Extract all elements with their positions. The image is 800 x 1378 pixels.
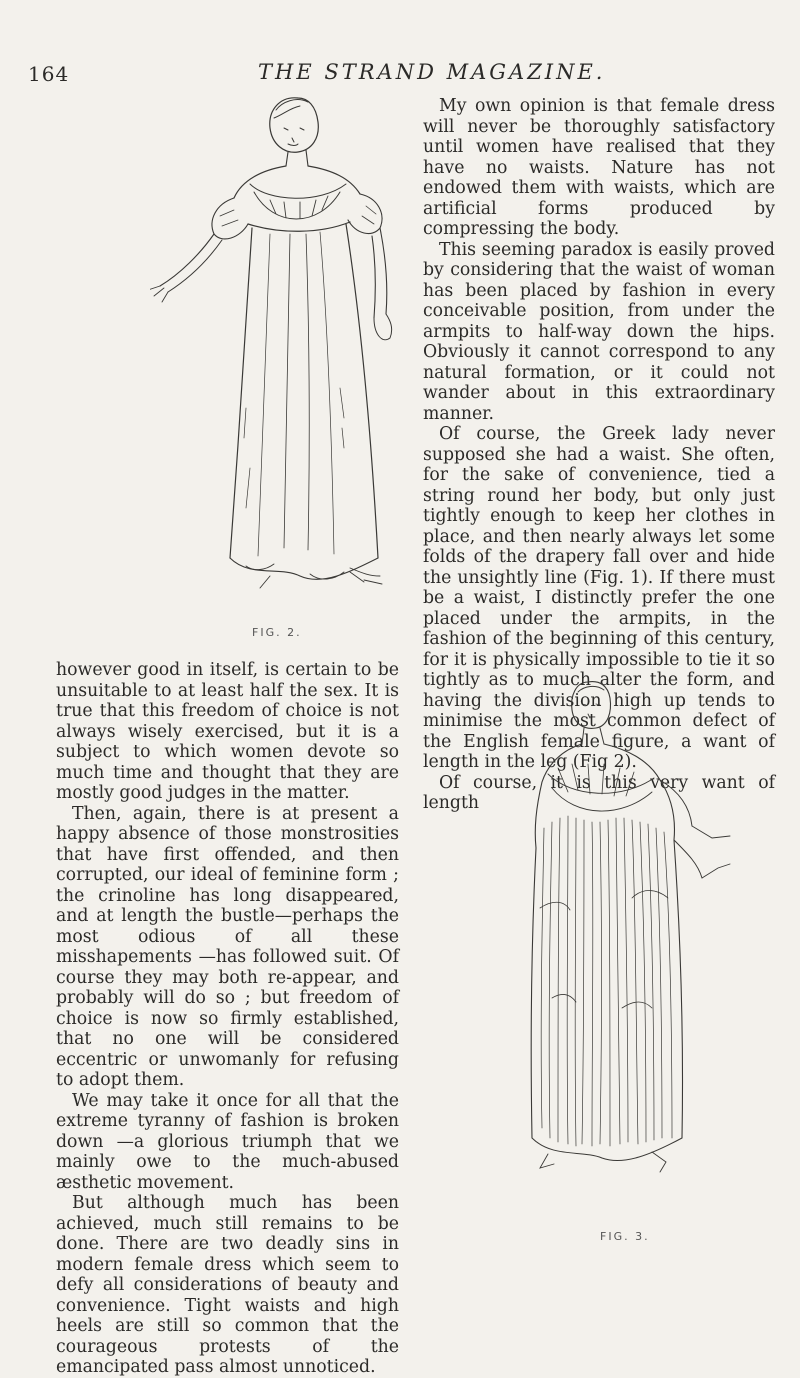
running-title: THE STRAND MAGAZINE. (258, 60, 606, 84)
left-column (56, 660, 399, 1378)
paragraph: Of course, it is this very want of length (423, 772, 775, 813)
page-number: 164 (28, 62, 70, 86)
paragraph: however good in itself, is certain to be unsuitable to at least half the sex. It is true that this freedom of choice is not always wisely exercised, but it is a subject to which women devote so much time and thought that they are mostly good judges in the matter. (56, 660, 399, 803)
empire-gown-drawing (150, 88, 440, 628)
paragraph: Of course, the Greek lady never supposed she had a waist. She often, for the sake of convenience, tied a string round her body, but only just tightly enough to keep her clothes in place, and then nearly always let some folds of the drapery fall over and hide the unsightly line (Fig. 1). If there must be a waist, I distinctly prefer the one placed under the armpits, in the fashion of the beginning of this century, for it is physically impossible to tie it so tightly as to much alter the form, and having the division high up tends to minimise the most common defect of the English female figure, a want of length in the leg (Fig 2). (423, 424, 775, 772)
figure-2-caption: FIG. 2. (252, 626, 302, 639)
figure-2-illustration (150, 88, 440, 628)
paragraph: We may take it once for all that the extreme tyranny of fashion is broken down —a glorious triumph that we mainly owe to the much-abused æsthetic movement. (56, 1090, 399, 1193)
paragraph: Then, again, there is at present a happy absence of those monstrosities that have first offended, and then corrupted, our ideal of feminine form ; the crinoline has long disappeared, and at length the bustle—perhaps the most odious of all these misshapements —has followed suit. Of course they may both re-appear, and probably will do so ; but freedom of choice is now so firmly established, that no one will be considered eccentric or unwomanly for refusing to adopt them. (56, 803, 399, 1090)
paragraph: But although much has been achieved, much still remains to be done. There are two deadly sins in modern female dress which seem to defy all considerations of beauty and convenience. Tight waists and high heels are still so common that the courageous protests of the emancipated pass almost unnoticed. (56, 1193, 399, 1377)
draped-figure-drawing (512, 668, 742, 1228)
figure-3-illustration (512, 668, 742, 1228)
paragraph: This seeming paradox is easily proved by considering that the waist of woman has been placed by fashion in every conceivable position, from under the armpits to half-way down the hips. Obviously it cannot correspond to any natural formation, or it could not wander about in this extraordinary manner. (423, 239, 775, 424)
figure-3-caption: FIG. 3. (600, 1230, 650, 1243)
paragraph: My own opinion is that female dress will never be thoroughly satisfactory until women have realised that they have no waists. Nature has not endowed them with waists, which are artificial forms produced by compressing the body. (423, 96, 775, 239)
